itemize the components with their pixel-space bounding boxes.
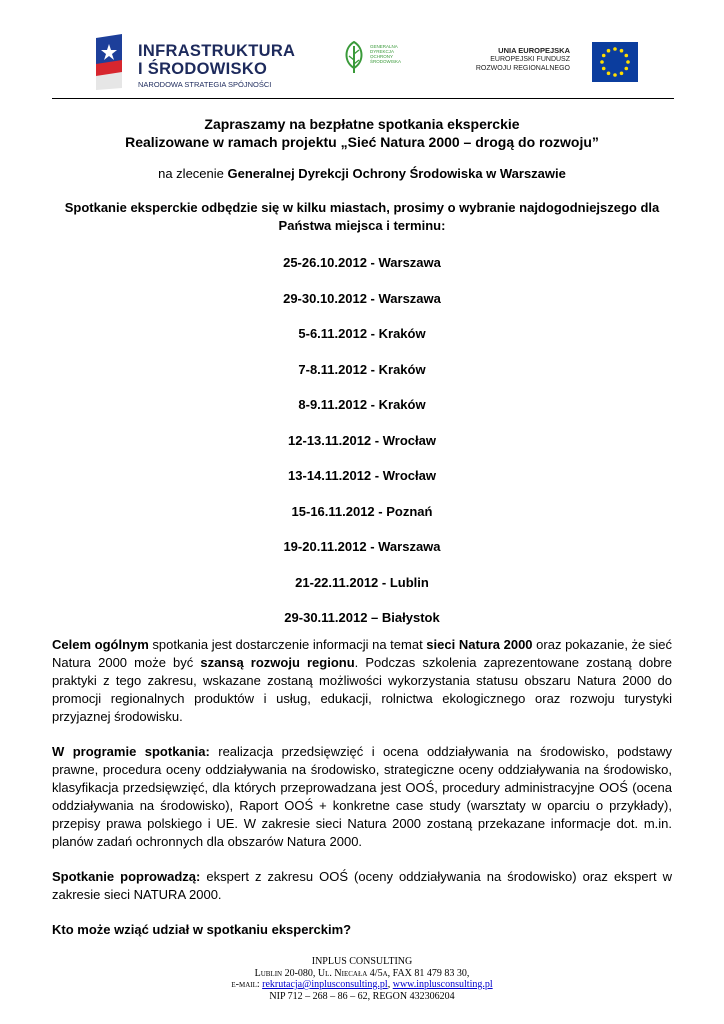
goal-text1: spotkania jest dostarczenie informacji na temat [148,637,427,652]
intro-line1: Spotkanie eksperckie odbędzie się w kilku miastach, prosimy o wybranie najdogodniejszego dla [64,200,660,215]
footer-email-link[interactable]: rekrutacja@inplusconsulting.pl [262,979,388,990]
date-item: 5-6.11.2012 - Kraków [298,326,426,341]
eu-line3: ROZWOJU REGIONALNEGO [475,65,570,72]
date-item: 25-26.10.2012 - Warszawa [283,255,441,270]
goal-bold1: Celem ogólnym [52,637,149,652]
date-item: 8-9.11.2012 - Kraków [298,397,426,412]
footer-website-link[interactable]: www.inplusconsulting.pl [392,979,493,990]
goal-text3: . Podczas szkolenia zaprezentowane zostaną dobre praktyki z tego zakresu, wskazane zostaną możliwości wykorzystania statusu obszaru Natura 2000 do promocji regionalnych produktów i usług, edukacji, rolnictwa ekologicznego oraz rozwoju turystyki przyjaznej środowisku. [52,655,672,724]
goal-text2: oraz pokazanie, że sieć Natura 2000 może być [52,637,673,670]
commission-line [52,166,672,182]
goal-bold3: szansą rozwoju regionu [200,655,355,670]
hosts-paragraph [52,868,672,904]
who-question: Kto może wziąć udział w spotkaniu eksperckim? [52,922,352,937]
program-bold: W programie spotkania: [52,744,210,759]
eu-line1: UNIA EUROPEJSKA [498,46,570,55]
program-paragraph [52,743,672,851]
page-footer [0,956,724,1002]
date-item: 21-22.11.2012 - Lublin [295,574,429,590]
hosts-text: ekspert z zakresu OOŚ (oceny oddziaływania na środowisko) oraz ekspert w zakresie sieci NATURA 2000. [52,869,672,902]
title-line2: Realizowane w ramach projektu „Sieć Natura 2000 – drogą do rozwoju” [125,134,599,150]
program-text: realizacja przedsięwzięć i ocena oddziaływania na środowisko, podstawy prawne, procedura oceny oddziaływania na środowisko, strategiczne oceny oddziaływania na środowisko, klasyfikacja przedsięwzięć, dla których przeprowadzana jest OOŚ, procedury administracyjne OOŚ (ocena oddziaływania na środowisko), Raport OOŚ + konkretne case study (warsztaty w oparciu o przykłady), przepisy prawa polskiego i UE. W zakresie sieci Natura 2000 zostaną przekazane informacje dot. m.in. planów zadań ochronnych dla obszarów Natura 2000. [52,744,672,849]
commission-org: Generalnej Dyrekcji Ochrony Środowiska w Warszawie [227,166,566,181]
eu-flag-icon [592,42,638,82]
date-item: 29-30.11.2012 – Białystok [284,610,440,625]
flag-logo-icon [92,32,126,90]
logo-title-line1: INFRASTRUKTURA [138,42,296,60]
footer-address: Lublin 20-080, Ul. Niecała 4/5a, FAX 81 479 83 30, [254,967,470,979]
footer-company: INPLUS CONSULTING [311,956,413,967]
date-item: 12-13.11.2012 - Wrocław [288,432,436,448]
page-header [52,30,674,99]
goal-bold2: sieci Natura 2000 [426,637,533,652]
footer-email-label: e-mail: [231,979,263,990]
footer-separator: , [387,979,393,990]
title-line1: Zapraszamy na bezpłatne spotkania eksperckie [204,116,520,132]
leaf-logo-icon [342,40,366,74]
intro-line2: Państwa miejsca i terminu: [278,218,446,233]
goal-paragraph [52,636,672,726]
date-item: 19-20.11.2012 - Warszawa [283,539,441,554]
logo-subtitle: NARODOWA STRATEGIA SPÓJNOŚCI [138,80,272,89]
commission-prefix: na zlecenie [158,166,228,181]
date-item: 7-8.11.2012 - Kraków [298,361,426,377]
date-item: 13-14.11.2012 - Wrocław [288,468,436,483]
gdos-logo-text: GENERALNA DYREKCJA OCHRONY ŚRODOWISKA [370,44,402,64]
footer-ids: NIP 712 – 268 – 86 – 62, REGON 432306204 [269,990,455,1002]
footer-contact [0,979,724,991]
logo-title-line2: I ŚRODOWISKO [138,60,268,78]
eu-line2: EUROPEJSKI FUNDUSZ [490,56,570,63]
infrastruktura-logo [92,30,296,94]
hosts-bold: Spotkanie poprowadzą: [52,869,201,884]
eu-fund-text [476,46,570,73]
document-body [52,115,672,939]
date-list [52,255,672,636]
date-item: 15-16.11.2012 - Poznań [291,503,433,519]
date-item: 29-30.10.2012 - Warszawa [283,290,441,306]
